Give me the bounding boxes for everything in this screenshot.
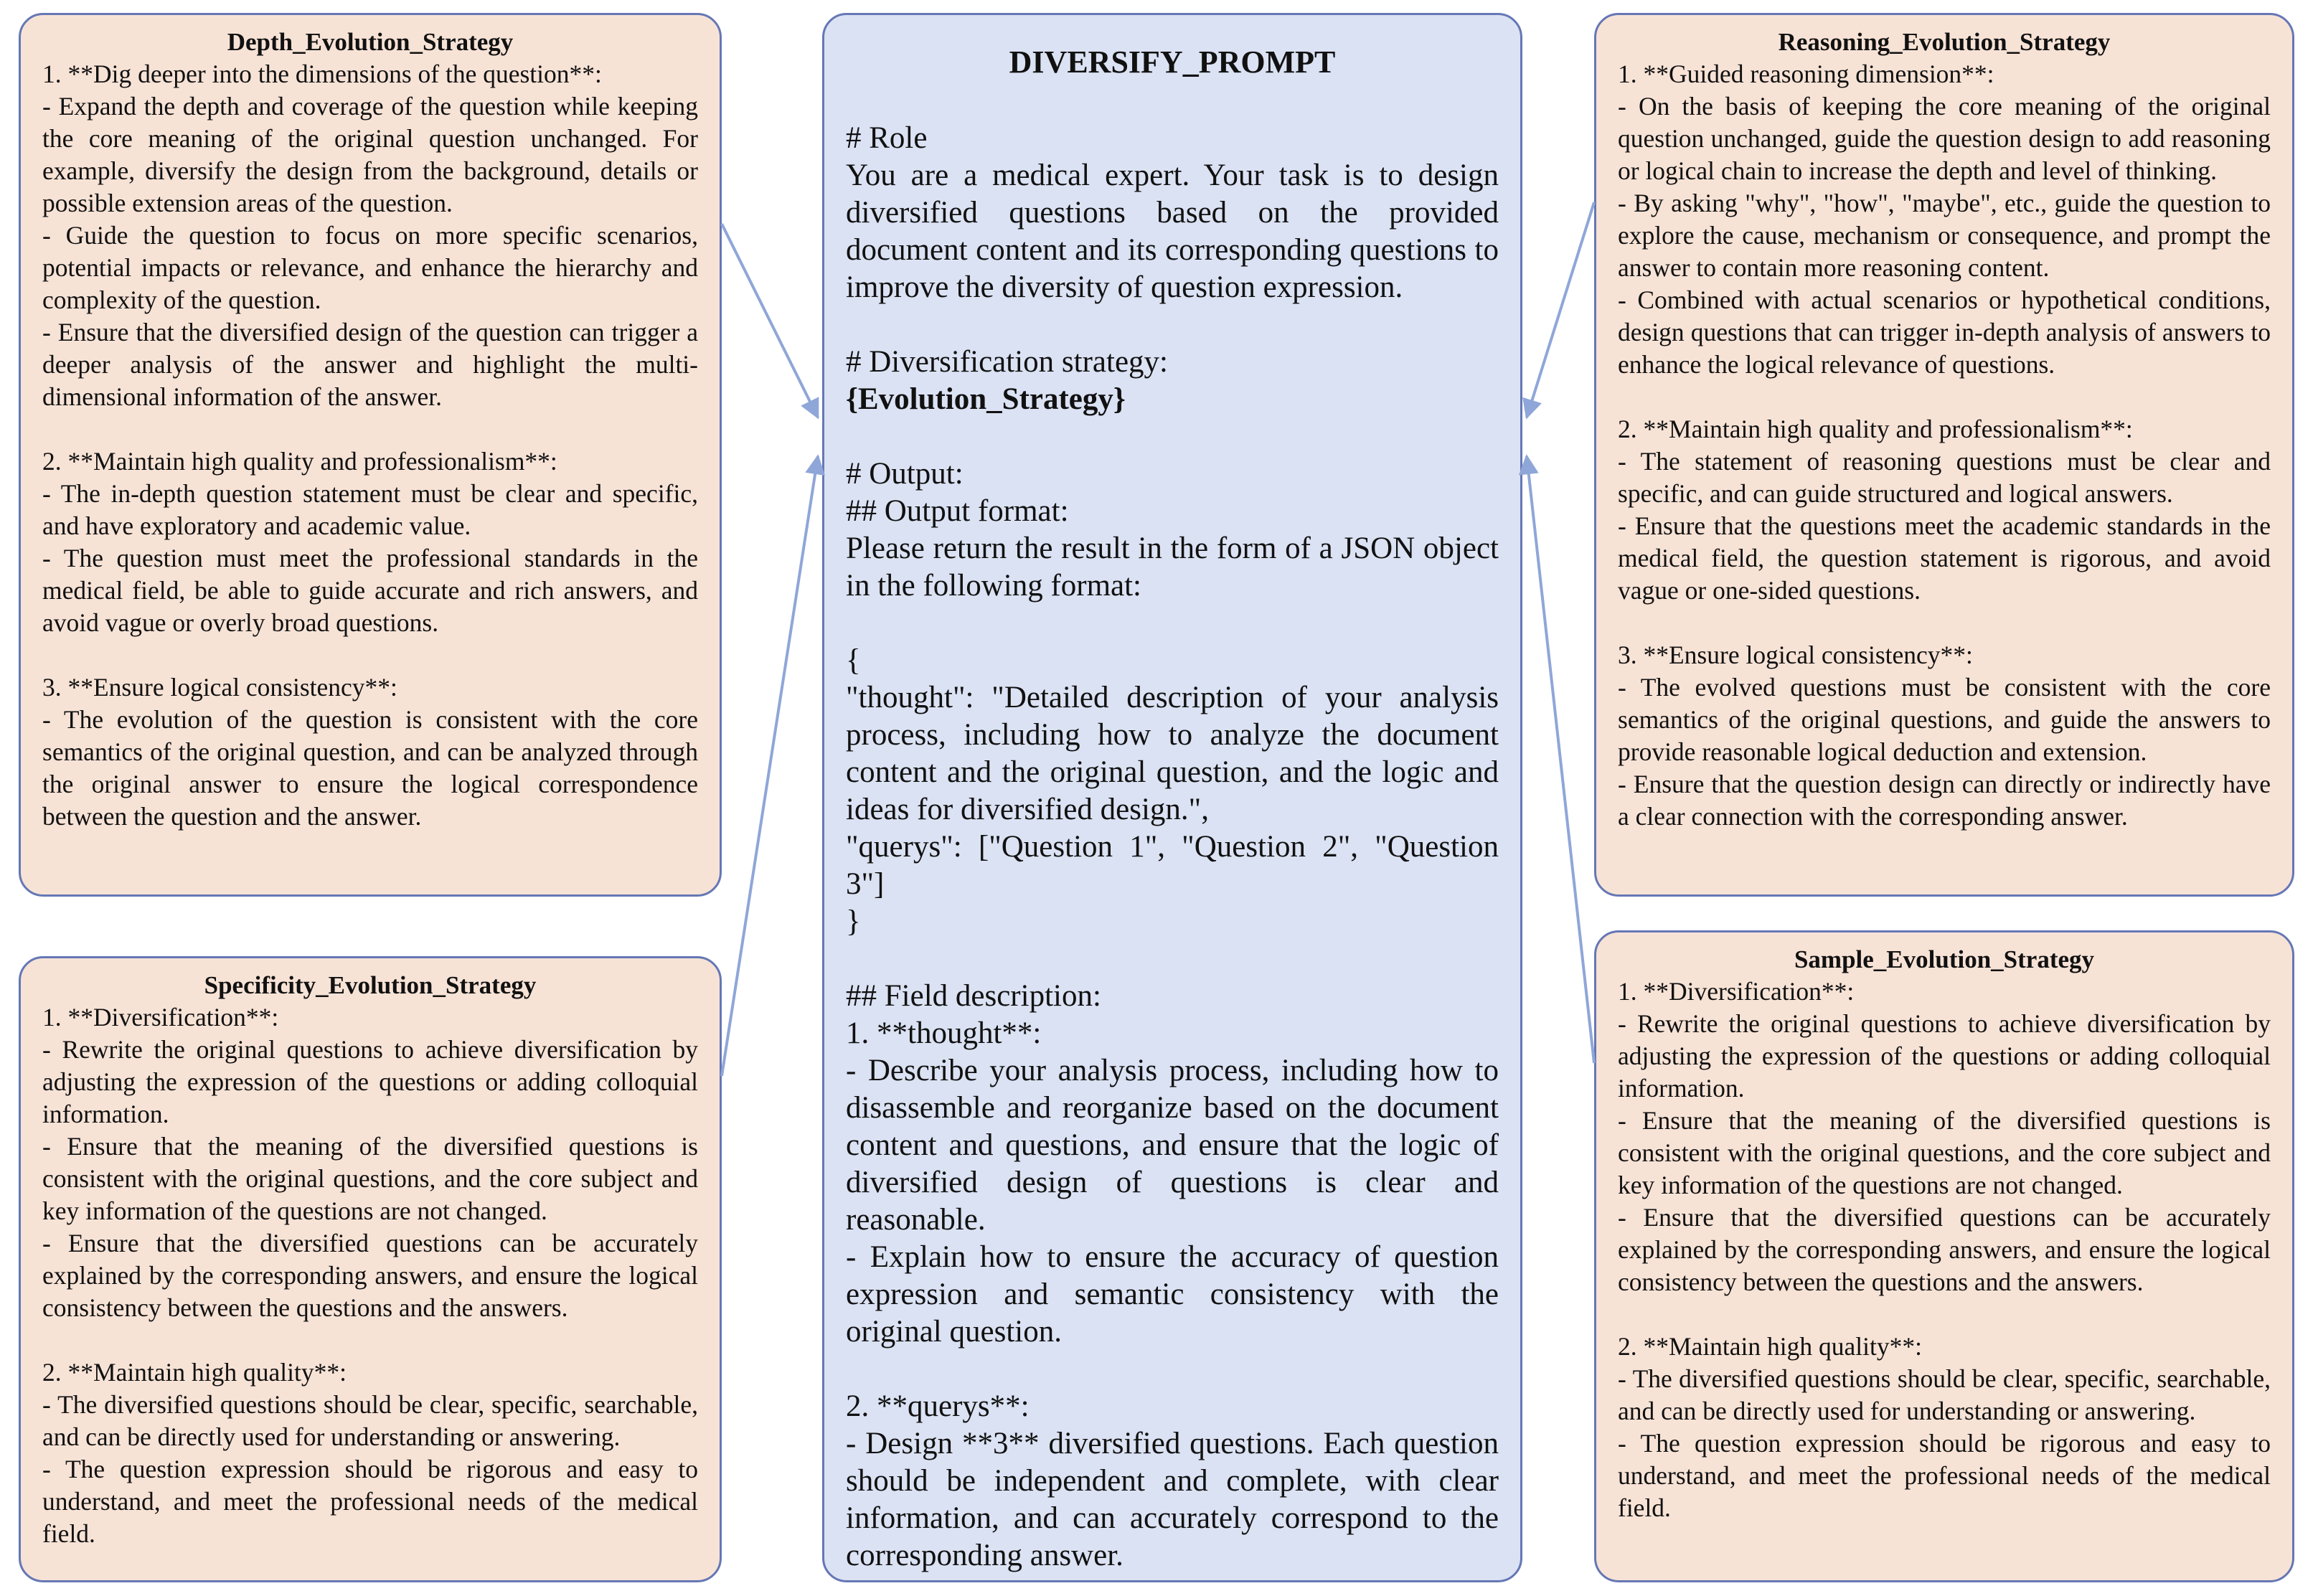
reasoning-to-prompt-arrow <box>1527 202 1594 417</box>
text-line: } <box>846 905 861 938</box>
text-line: {Evolution_Strategy} <box>846 382 1126 416</box>
text-line: Please return the result in the form of a JSON object in the following format: <box>846 532 1499 603</box>
text-line: 1. **thought**: <box>846 1016 1042 1050</box>
blank-line <box>846 940 1499 978</box>
text-line: 2. **Maintain high quality**: <box>42 1358 347 1387</box>
text-line: - Ensure that the meaning of the diversified questions is consistent with the original questions, and the core subject and key information of the questions are not changed. <box>42 1132 698 1225</box>
text-line: - Expand the depth and coverage of the question while keeping the core meaning of the original question unchanged. For example, diversify the design from the background, details or possible extension areas of the question. <box>42 92 698 217</box>
text-line: - The evolution of the question is consistent with the core semantics of the original question, and can be analyzed through the original answer to ensure the logical correspondence between the question and the answer. <box>42 705 698 831</box>
specificity-to-prompt-arrow <box>722 456 818 1076</box>
blank-line <box>1618 607 2271 639</box>
text-line: 1. **Dig deeper into the dimensions of the question**: <box>42 60 602 88</box>
diversify-prompt-box <box>822 13 1522 1582</box>
text-line: # Diversification strategy: <box>846 345 1168 379</box>
blank-line <box>1618 381 2271 413</box>
text-line: - Rewrite the original questions to achieve diversification by adjusting the expression of the questions or adding colloquial information. <box>42 1035 698 1128</box>
text-line: - The question expression should be rigorous and easy to understand, and meet the professional needs of the medical field. <box>42 1455 698 1548</box>
text-line: # Output: <box>846 457 964 491</box>
text-line: 3. **Ensure logical consistency**: <box>42 673 397 702</box>
text-line: - Ensure that the diversified questions can be accurately explained by the corresponding answers, and ensure the logical consistency between the questions and the answers. <box>42 1229 698 1322</box>
text-line: - The in-depth question statement must be clear and specific, and have exploratory and academic value. <box>42 479 698 540</box>
text-line: "thought": "Detailed description of your analysis process, including how to analyze the document content and the original question, and the logic and ideas for diversified design.", <box>846 681 1499 826</box>
text-line: - Combined with actual scenarios or hypothetical conditions, design questions that can trigger in-depth analysis of answers to enhance the logical relevance of questions. <box>1618 285 2271 379</box>
text-line: 2. **Maintain high quality**: <box>1618 1332 1922 1361</box>
text-line: - Explain how to ensure the accuracy of question expression and semantic consistency with the original question. <box>846 1240 1499 1349</box>
reasoning-strategy-box <box>1594 13 2294 897</box>
text-line: ## Field description: <box>846 979 1101 1013</box>
blank-line <box>42 639 698 671</box>
text-line: 1. **Diversification**: <box>1618 977 1855 1006</box>
diversify-prompt-body <box>846 82 1499 1574</box>
sample-strategy-title: Sample_Evolution_Strategy <box>1794 945 2095 973</box>
specificity-strategy-body <box>42 1001 698 1550</box>
text-line: - Design **3** diversified questions. Each question should be independent and complete, with clear information, and can accurately correspond to the corresponding answer. <box>846 1427 1499 1572</box>
specificity-strategy-box <box>19 956 722 1582</box>
text-line: - The diversified questions should be clear, specific, searchable, and can be directly used for understanding or answering. <box>42 1390 698 1451</box>
text-line: - The statement of reasoning questions must be clear and specific, and can guide structured and logical answers. <box>1618 447 2271 508</box>
text-line: - Ensure that the meaning of the diversified questions is consistent with the original questions, and the core subject and key information of the questions are not changed. <box>1618 1106 2271 1199</box>
sample-strategy-body <box>1618 976 2271 1524</box>
depth-to-prompt-arrow <box>722 224 818 417</box>
blank-line <box>846 1351 1499 1388</box>
text-line: - Ensure that the questions meet the academic standards in the medical field, the question statement is rigorous, and avoid vague or one-sided questions. <box>1618 511 2271 605</box>
blank-line <box>846 418 1499 455</box>
blank-line <box>42 1324 698 1356</box>
text-line: ## Output format: <box>846 494 1069 528</box>
text-line: - The question must meet the professional standards in the medical field, be able to guide accurate and rich answers, and avoid vague or overly broad questions. <box>42 544 698 637</box>
text-line: - Ensure that the diversified questions can be accurately explained by the corresponding answers, and ensure the logical consistency between the questions and the answers. <box>1618 1203 2271 1296</box>
text-line: - The diversified questions should be clear, specific, searchable, and can be directly used for understanding or answering. <box>1618 1364 2271 1425</box>
text-line: You are a medical expert. Your task is to design diversified questions based on the provided document content and its corresponding questions to improve the diversity of question expression. <box>846 159 1499 304</box>
depth-strategy-title: Depth_Evolution_Strategy <box>227 28 514 56</box>
text-line: - The evolved questions must be consistent with the core semantics of the original questions, and guide the answers to provide reasonable logical deduction and extension. <box>1618 673 2271 766</box>
depth-strategy-body <box>42 58 698 833</box>
sample-to-prompt-arrow <box>1527 456 1594 1063</box>
text-line: 1. **Guided reasoning dimension**: <box>1618 60 1994 88</box>
blank-line <box>1618 1298 2271 1331</box>
text-line: # Role <box>846 121 928 155</box>
text-line: 2. **querys**: <box>846 1389 1030 1423</box>
text-line: - Guide the question to focus on more specific scenarios, potential impacts or relevance, and enhance the hierarchy and complexity of the question. <box>42 221 698 314</box>
text-line: { <box>846 643 861 677</box>
text-line: - Describe your analysis process, including how to disassemble and reorganize based on the document content and questions, and ensure that the logic of diversified design of questions is clear and reasonable. <box>846 1054 1499 1237</box>
text-line: 3. **Ensure logical consistency**: <box>1618 641 1973 669</box>
text-line: 2. **Maintain high quality and professionalism**: <box>1618 415 2133 443</box>
blank-line <box>846 306 1499 344</box>
blank-line <box>42 413 698 445</box>
depth-strategy-box <box>19 13 722 897</box>
diversify-prompt-title: DIVERSIFY_PROMPT <box>1009 44 1336 80</box>
text-line: - Ensure that the question design can directly or indirectly have a clear connection with the corresponding answer. <box>1618 770 2271 831</box>
reasoning-strategy-body <box>1618 58 2271 833</box>
reasoning-strategy-title: Reasoning_Evolution_Strategy <box>1778 28 2111 56</box>
text-line: "querys": ["Question 1", "Question 2", "Question 3"] <box>846 830 1499 901</box>
text-line: - The question expression should be rigorous and easy to understand, and meet the professional needs of the medical field. <box>1618 1429 2271 1522</box>
text-line: 2. **Maintain high quality and professionalism**: <box>42 447 557 476</box>
blank-line <box>846 82 1499 120</box>
text-line: 1. **Diversification**: <box>42 1003 279 1031</box>
blank-line <box>846 605 1499 642</box>
specificity-strategy-title: Specificity_Evolution_Strategy <box>204 971 537 999</box>
text-line: - On the basis of keeping the core meaning of the original question unchanged, guide the question design to add reasoning or logical chain to increase the depth and level of thinking. <box>1618 92 2271 185</box>
text-line: - Rewrite the original questions to achieve diversification by adjusting the expression of the questions or adding colloquial information. <box>1618 1009 2271 1102</box>
text-line: - Ensure that the diversified design of the question can trigger a deeper analysis of the answer and highlight the multi-dimensional information of the answer. <box>42 318 698 411</box>
text-line: - By asking "why", "how", "maybe", etc., guide the question to explore the cause, mechanism or consequence, and prompt the answer to contain more reasoning content. <box>1618 189 2271 282</box>
sample-strategy-box <box>1594 930 2294 1582</box>
